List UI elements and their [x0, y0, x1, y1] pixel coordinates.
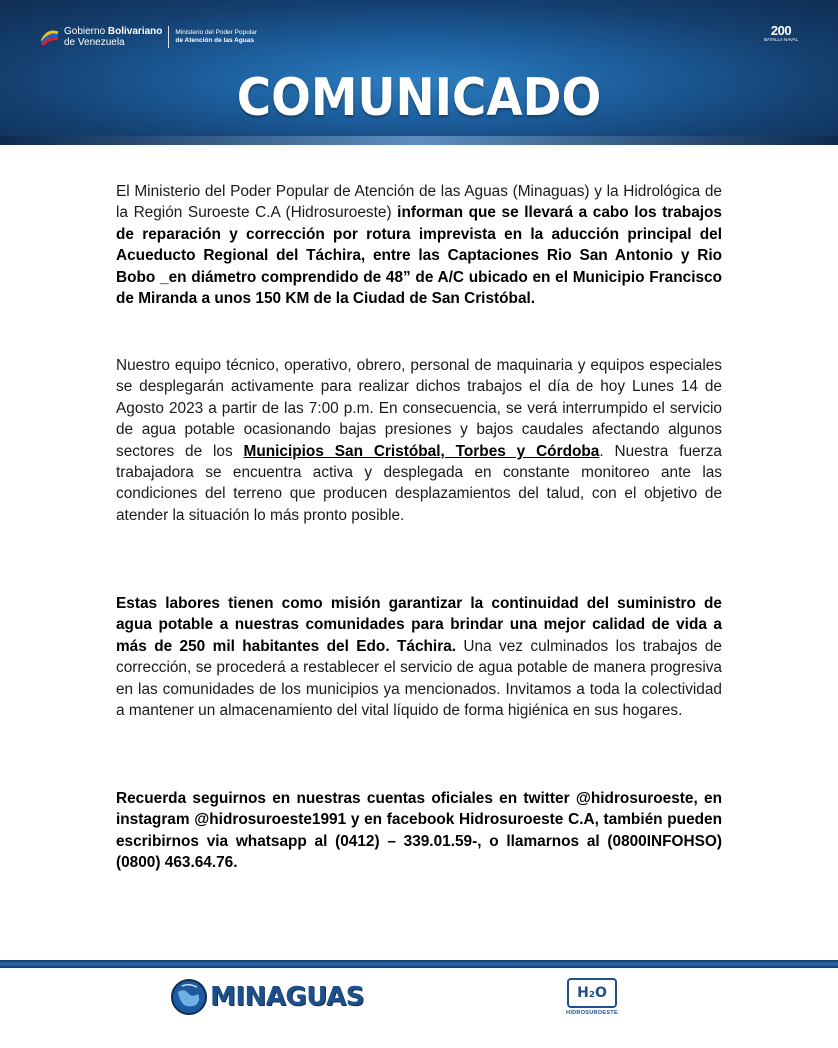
banner-divider — [0, 136, 838, 145]
hidrosuroeste-logo — [566, 978, 618, 1016]
ministry-name: Ministerio del Poder Popular de Atención de las Aguas — [175, 29, 258, 44]
globe-icon — [170, 978, 208, 1016]
footer-divider — [0, 960, 838, 968]
minaguas-wordmark: MINAGUAS — [210, 982, 364, 1012]
logo-divider — [168, 26, 169, 48]
paragraph-announcement: El Ministerio del Poder Popular de Atención de las Aguas (Minaguas) y la Hidrológica de la Región Suroeste C.A (Hidrosuroeste) informan que se llevará a cabo los trabajos de reparación y corrección por rotura imprevista en la aducción principal del Acueducto Regional del Táchira, entre las Captaciones Rio San Antonio y Rio Bobo _en diámetro comprendido de 48” de A/C ubicado en el Municipio Francisco de Miranda a unos 150 KM de la Ciudad de San Cristóbal. — [116, 183, 722, 308]
hidrosuroeste-mark: H₂O — [567, 978, 617, 1008]
page-title: COMUNICADO — [236, 68, 602, 128]
paragraph-mission: Estas labores tienen como misión garantizar la continuidad del suministro de agua potable a nuestras comunidades para brindar una mejor calidad de vida a más de 250 mil habitantes del Edo. Táchira. Una vez culminados los trabajos de corrección, se procederá a restablecer el servicio de agua potable de manera progresiva en las comunidades de los municipios ya mencionados. Invitamos a toda la colectividad a mantener un almacenamiento del vital líquido de forma higiénica en sus hogares. — [116, 595, 722, 720]
government-name: Gobierno Bolivariano de Venezuela — [64, 26, 163, 48]
government-logo — [40, 26, 257, 48]
hidrosuroeste-caption: HIDROSUROESTE — [566, 1010, 618, 1016]
minaguas-logo — [170, 978, 364, 1016]
venezuela-flag-icon — [40, 27, 60, 47]
paragraph-contact: Recuerda seguirnos en nuestras cuentas oficiales en twitter @hidrosuroeste, en instagram @hidrosuroeste1991 y en facebook Hidrosuroeste C.A, también pueden escribirnos via whatsapp al (0412) – 339.01.59-, o llamarnos al (0800INFOHSO) (0800) 463.64.76. — [116, 790, 722, 872]
header-banner — [0, 0, 838, 145]
bicentennial-logo: 200 BATALLA NAVAL — [763, 23, 799, 42]
paragraph-work-details: Nuestro equipo técnico, operativo, obrero, personal de maquinaria y equipos especiales se desplegarán activamente para realizar dichos trabajos el día de hoy Lunes 14 de Agosto 2023 a partir de las 7:00 p.m. En consecuencia, se verá interrumpido el servicio de agua potable ocasionando bajas presiones y bajos caudales afectando algunos sectores de los Municipios San Cristóbal, Torbes y Córdoba. Nuestra fuerza trabajadora se encuentra activa y desplegada en constante monitoreo ante las condiciones del terreno que producen desplazamientos del talud, con el objetivo de atender la situación lo más pronto posible. — [116, 357, 722, 524]
